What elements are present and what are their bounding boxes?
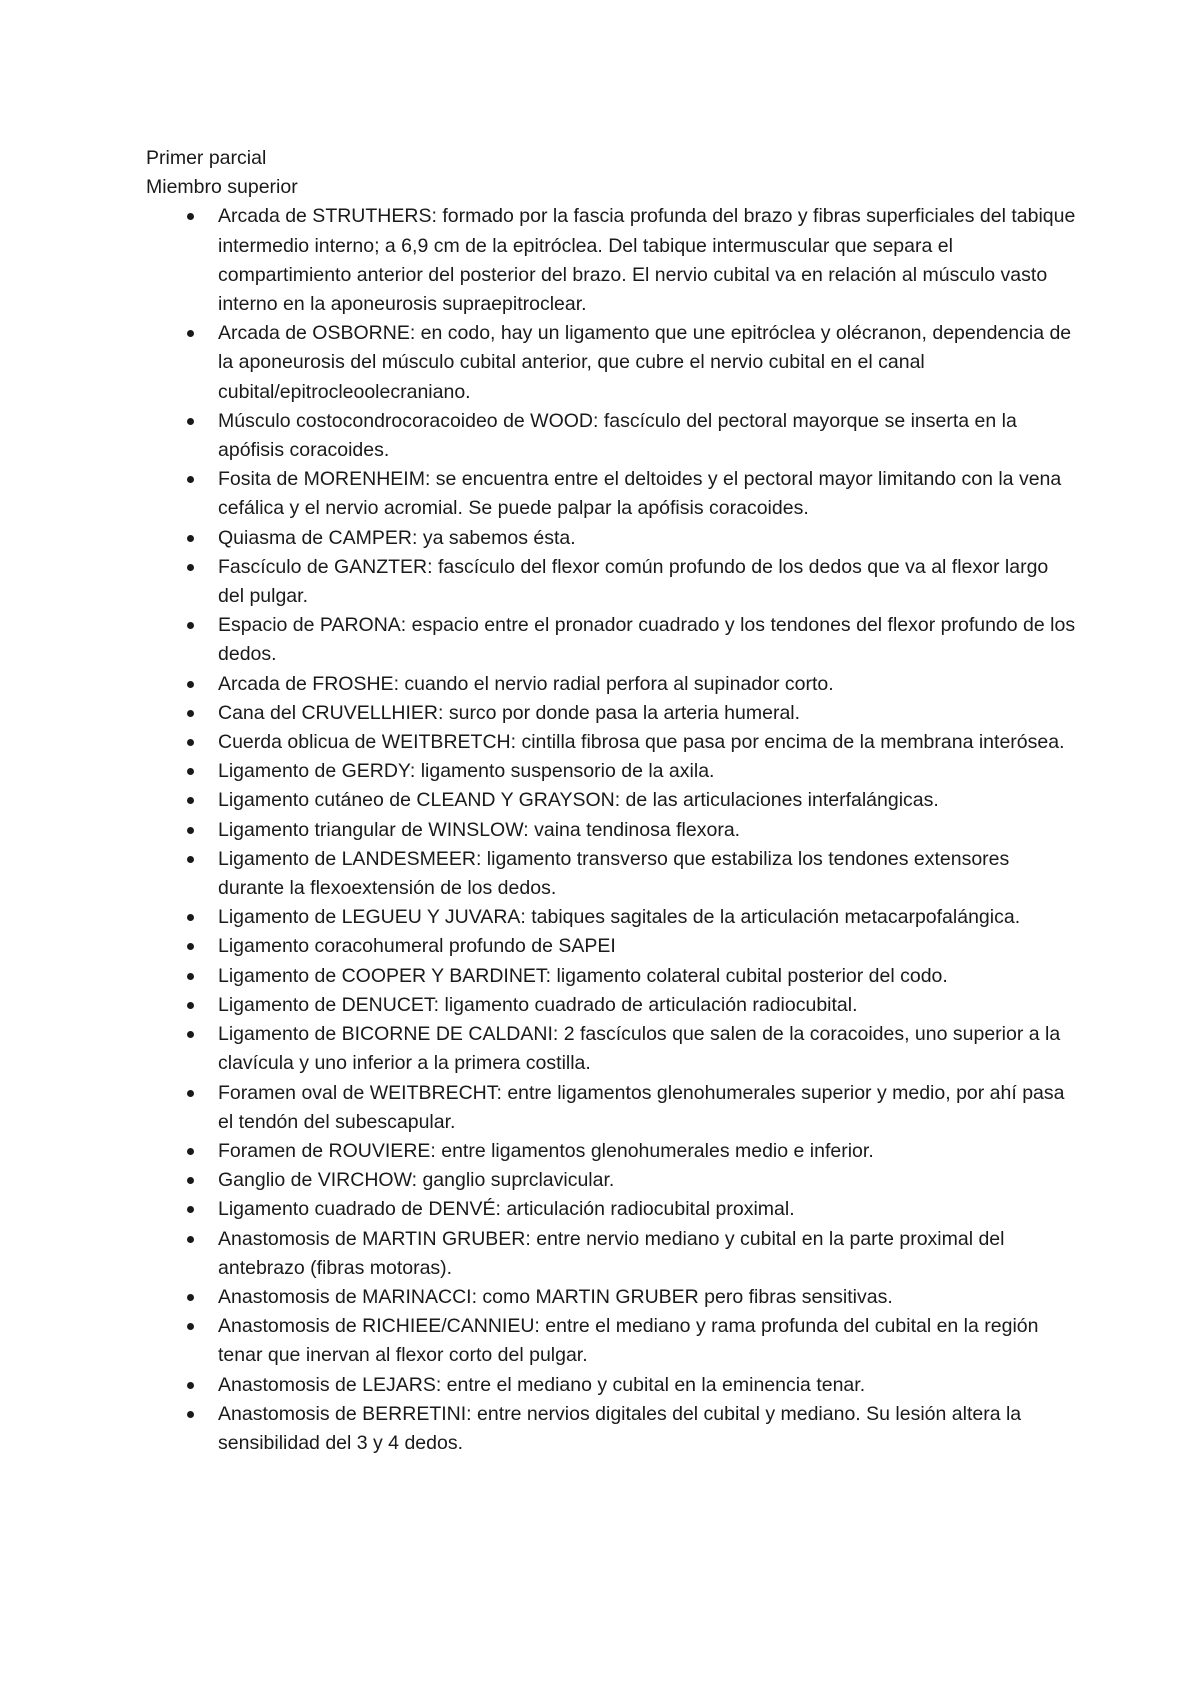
- list-item-text: Fascículo de GANZTER: fascículo del flexor común profundo de los dedos que va al flexor largo del pulgar.: [218, 555, 1049, 608]
- list-item-text: Músculo costocondrocoracoideo de WOOD: fascículo del pectoral mayorque se inserta en la apófisis coracoides.: [218, 409, 1017, 462]
- list-item-text: Ligamento de GERDY: ligamento suspensorio de la axila.: [218, 760, 715, 783]
- list-item: [218, 1225, 1076, 1283]
- list-item: [218, 611, 1076, 669]
- bullet-icon: [187, 1148, 194, 1155]
- bullet-list: [146, 202, 1076, 1458]
- list-item: [218, 962, 1076, 991]
- list-item-text: Ligamento de COOPER Y BARDINET: ligamento colateral cubital posterior del codo.: [218, 964, 948, 987]
- bullet-icon: [187, 1382, 194, 1389]
- list-item-text: Arcada de OSBORNE: en codo, hay un ligamento que une epitróclea y olécranon, dependencia de la aponeurosis del músculo cubital anterior, que cubre el nervio cubital en el canal cubital/epitrocleoolecraniano.: [218, 322, 1072, 403]
- list-item-text: Ganglio de VIRCHOW: ganglio suprclavicular.: [218, 1169, 615, 1192]
- list-item: [218, 1312, 1076, 1370]
- list-item: [218, 524, 1076, 553]
- list-item-text: Quiasma de CAMPER: ya sabemos ésta.: [218, 526, 576, 549]
- document-page: [146, 144, 1076, 1458]
- bullet-icon: [187, 1323, 194, 1330]
- list-item-text: Arcada de FROSHE: cuando el nervio radial perfora al supinador corto.: [218, 672, 834, 695]
- bullet-icon: [187, 768, 194, 775]
- bullet-icon: [187, 1294, 194, 1301]
- list-item: [218, 1195, 1076, 1224]
- list-item-text: Anastomosis de MARTIN GRUBER: entre nervio mediano y cubital en la parte proximal del antebrazo (fibras motoras).: [218, 1227, 1005, 1279]
- list-item-text: Ligamento de LEGUEU Y JUVARA: tabiques sagitales de la articulación metacarpofalángica.: [218, 906, 1021, 929]
- bullet-icon: [187, 564, 194, 571]
- list-item-text: Anastomosis de BERRETINI: entre nervios digitales del cubital y mediano. Su lesión altera la sensibilidad del 3 y 4 dedos.: [218, 1402, 1022, 1454]
- bullet-icon: [187, 1206, 194, 1213]
- list-item-text: Foramen oval de WEITBRECHT: entre ligamentos glenohumerales superior y medio, por ahí pasa el tendón del subescapular.: [218, 1081, 1065, 1133]
- list-item: [218, 670, 1076, 699]
- list-item-text: Ligamento de BICORNE DE CALDANI: 2 fascículos que salen de la coracoides, uno superior a la clavícula y uno inferior a la primera costilla.: [218, 1023, 1061, 1075]
- list-item-text: Arcada de STRUTHERS: formado por la fascia profunda del brazo y fibras superficiales del tabique intermedio interno; a 6,9 cm de la epitróclea. Del tabique intermuscular que separa el compartimiento anterior del posterior del brazo. El nervio cubital va en relación al músculo vasto interno en la aponeurosis supraepitroclear.: [218, 205, 1076, 316]
- bullet-icon: [187, 535, 194, 542]
- bullet-icon: [187, 1002, 194, 1009]
- list-item-text: Ligamento de LANDESMEER: ligamento transverso que estabiliza los tendones extensores durante la flexoextensión de los dedos.: [218, 847, 1010, 900]
- list-item-text: Cuerda oblicua de WEITBRETCH: cintilla fibrosa que pasa por encima de la membrana interósea.: [218, 731, 1065, 754]
- list-item: [218, 728, 1076, 757]
- bullet-icon: [187, 943, 194, 950]
- list-item: [218, 1283, 1076, 1312]
- list-item: [218, 202, 1076, 319]
- list-item: [218, 903, 1076, 932]
- list-item: [218, 1400, 1076, 1458]
- bullet-icon: [187, 973, 194, 980]
- bullet-icon: [187, 476, 194, 483]
- bullet-icon: [187, 739, 194, 746]
- bullet-icon: [187, 1090, 194, 1097]
- list-item-text: Foramen de ROUVIERE: entre ligamentos glenohumerales medio e inferior.: [218, 1139, 874, 1162]
- list-item: [218, 1079, 1076, 1137]
- bullet-icon: [187, 681, 194, 688]
- bullet-icon: [187, 622, 194, 629]
- bullet-icon: [187, 797, 194, 804]
- list-item: [218, 845, 1076, 903]
- list-item-text: Espacio de PARONA: espacio entre el pronador cuadrado y los tendones del flexor profundo de los dedos.: [218, 614, 1076, 666]
- bullet-icon: [187, 213, 194, 220]
- bullet-icon: [187, 1031, 194, 1038]
- bullet-icon: [187, 827, 194, 834]
- list-item-text: Anastomosis de MARINACCI: como MARTIN GRUBER pero fibras sensitivas.: [218, 1285, 893, 1308]
- list-item: [218, 1371, 1076, 1400]
- list-item: [218, 786, 1076, 815]
- list-item-text: Ligamento triangular de WINSLOW: vaina tendinosa flexora.: [218, 818, 741, 841]
- list-item: [218, 1020, 1076, 1078]
- list-item: [218, 1166, 1076, 1195]
- list-item-text: Ligamento cutáneo de CLEAND Y GRAYSON: de las articulaciones interfalángicas.: [218, 789, 939, 812]
- list-item: [218, 816, 1076, 845]
- list-item-text: Anastomosis de LEJARS: entre el mediano y cubital en la eminencia tenar.: [218, 1373, 866, 1396]
- list-item: [218, 1137, 1076, 1166]
- bullet-icon: [187, 1177, 194, 1184]
- list-item-text: Ligamento cuadrado de DENVÉ: articulación radiocubital proximal.: [218, 1198, 795, 1221]
- bullet-icon: [187, 418, 194, 425]
- document-title: Primer parcial: [146, 147, 267, 169]
- list-item-text: Fosita de MORENHEIM: se encuentra entre el deltoides y el pectoral mayor limitando con la vena cefálica y el nervio acromial. Se puede palpar la apófisis coracoides.: [218, 468, 1062, 520]
- list-item: [218, 465, 1076, 523]
- bullet-icon: [187, 914, 194, 921]
- bullet-icon: [187, 330, 194, 337]
- list-item: [218, 407, 1076, 465]
- bullet-icon: [187, 1236, 194, 1243]
- list-item-text: Ligamento de DENUCET: ligamento cuadrado de articulación radiocubital.: [218, 993, 858, 1016]
- list-item-text: Ligamento coracohumeral profundo de SAPEI: [218, 935, 616, 958]
- list-item: [218, 932, 1076, 961]
- list-item-text: Cana del CRUVELLHIER: surco por donde pasa la arteria humeral.: [218, 701, 801, 724]
- bullet-icon: [187, 1411, 194, 1418]
- list-item-text: Anastomosis de RICHIEE/CANNIEU: entre el mediano y rama profunda del cubital en la región tenar que inervan al flexor corto del pulgar.: [218, 1315, 1039, 1367]
- list-item: [218, 699, 1076, 728]
- bullet-icon: [187, 710, 194, 717]
- document-subtitle: Miembro superior: [146, 176, 298, 199]
- list-item: [218, 991, 1076, 1020]
- bullet-icon: [187, 856, 194, 863]
- list-item: [218, 553, 1076, 611]
- list-item: [218, 757, 1076, 786]
- list-item: [218, 319, 1076, 407]
